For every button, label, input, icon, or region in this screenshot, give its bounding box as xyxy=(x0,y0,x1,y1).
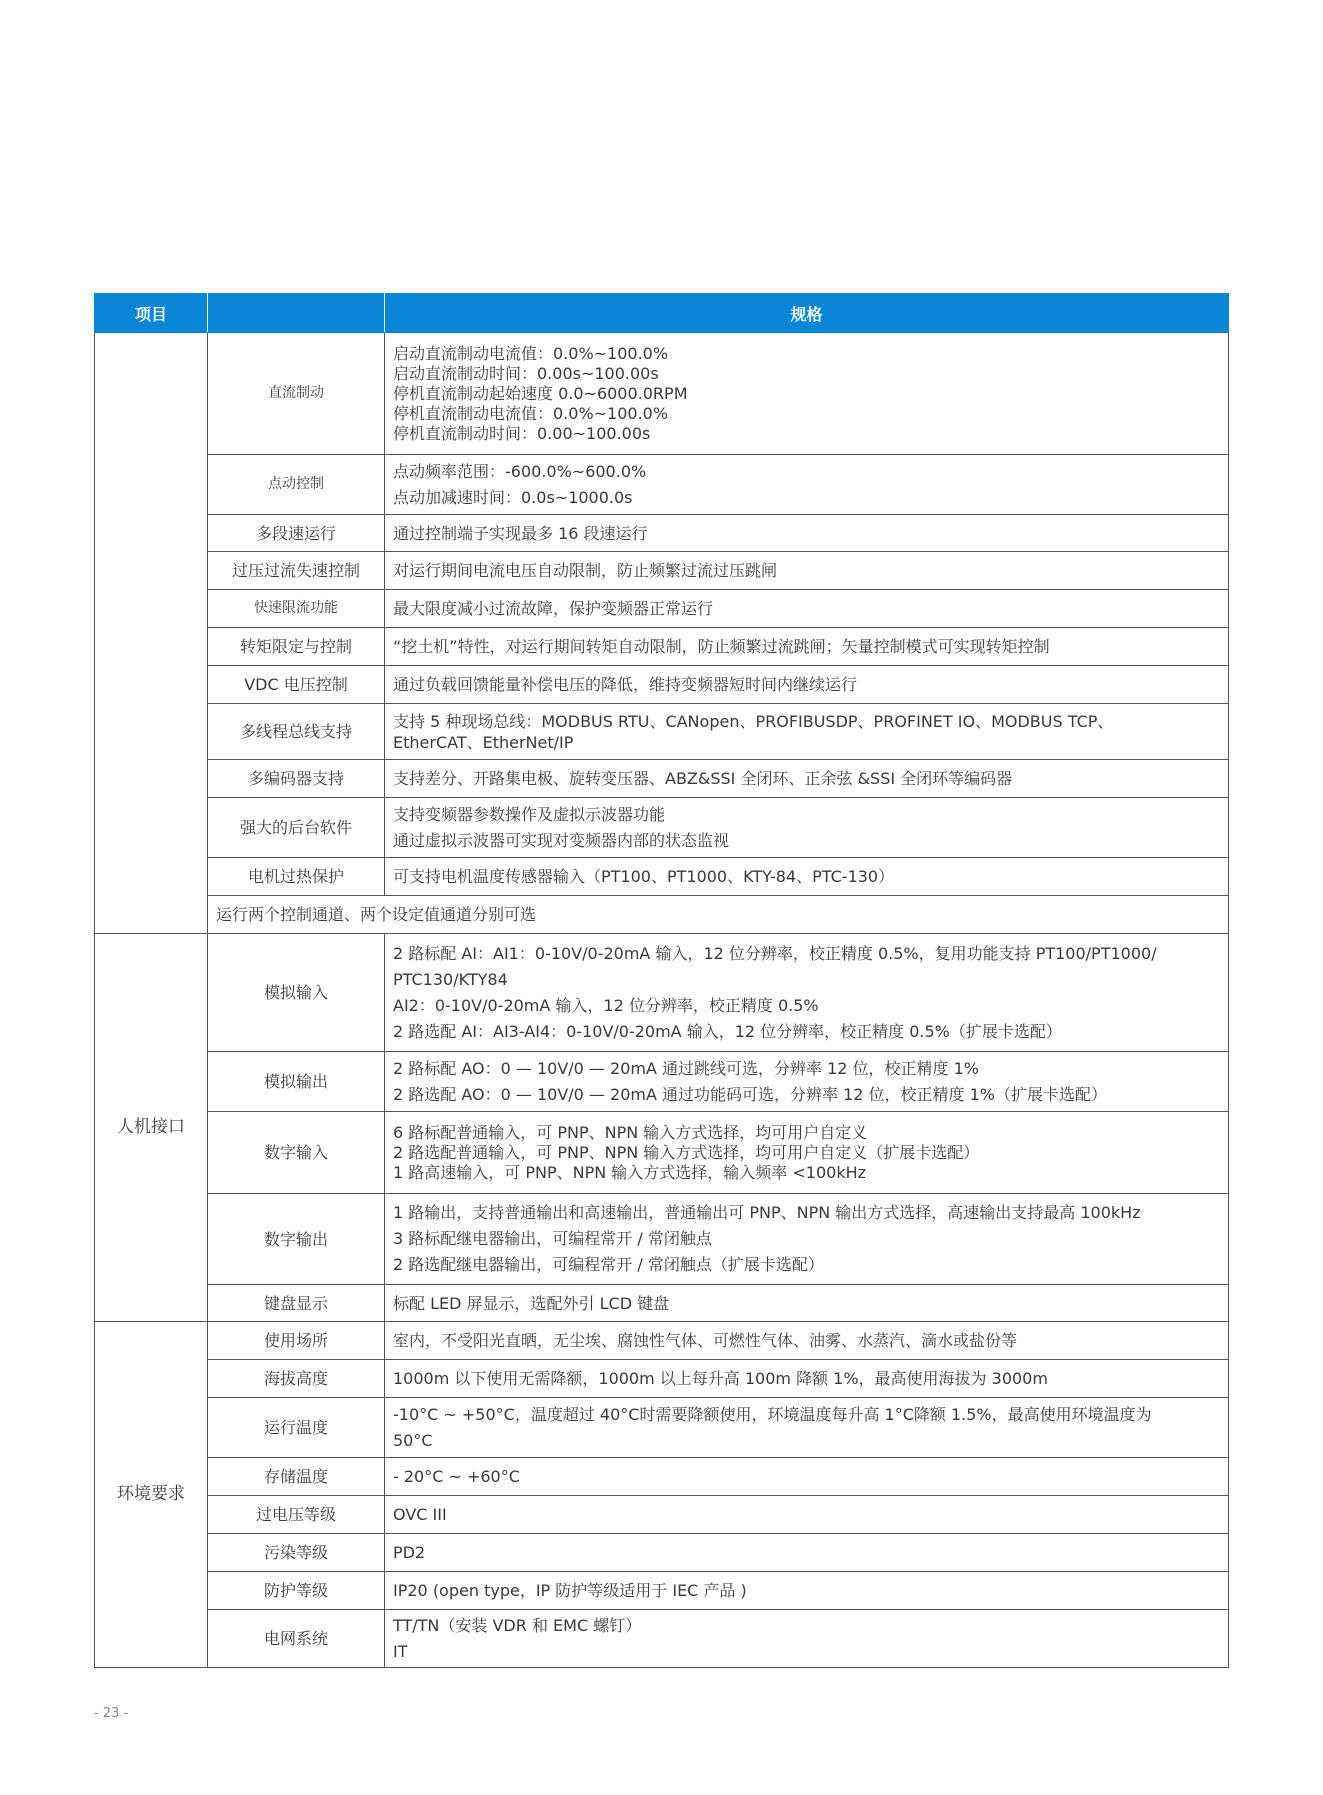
spec-line: 6 路标配普通输入，可 PNP、NPN 输入方式选择，均可用户自定义 xyxy=(393,1122,868,1142)
spec-cell xyxy=(385,1610,1229,1668)
item-cell: 点动控制 xyxy=(208,455,385,515)
spec-cell xyxy=(385,1052,1229,1112)
spec-line: 2 路选配普通输入，可 PNP、NPN 输入方式选择，均可用户自定义（扩展卡选配） xyxy=(393,1142,980,1162)
table-row xyxy=(95,1572,1229,1610)
page-number: - 23 - xyxy=(94,1706,129,1721)
item-cell: 污染等级 xyxy=(208,1534,385,1572)
table-row xyxy=(95,1458,1229,1496)
table-row xyxy=(95,1496,1229,1534)
table-row xyxy=(95,1194,1229,1285)
spec-cell xyxy=(385,760,1229,798)
item-cell: 电机过热保护 xyxy=(208,858,385,896)
table-row xyxy=(95,858,1229,896)
spec-line: 启动直流制动电流值：0.0%~100.0% xyxy=(393,343,669,363)
item-cell: 防护等级 xyxy=(208,1572,385,1610)
spec-cell xyxy=(385,455,1229,515)
item-cell: 运行温度 xyxy=(208,1398,385,1458)
category-cell xyxy=(95,333,208,934)
spec-line: 可支持电机温度传感器输入（PT100、PT1000、KTY-84、PTC-130） xyxy=(393,867,895,886)
spec-line: 停机直流制动起始速度 0.0~6000.0RPM xyxy=(393,383,688,403)
spec-line: 1000m 以下使用无需降额，1000m 以上每升高 100m 降额 1%，最高使用海拔为 3000m xyxy=(393,1369,1048,1388)
spec-cell xyxy=(385,704,1229,760)
spec-table xyxy=(94,293,1229,1668)
table-row xyxy=(95,515,1229,552)
table-header-row xyxy=(95,294,1229,333)
table-row xyxy=(95,704,1229,760)
spec-cell xyxy=(385,1534,1229,1572)
item-cell: 键盘显示 xyxy=(208,1285,385,1322)
spec-line: 停机直流制动电流值：0.0%~100.0% xyxy=(393,403,669,423)
spec-line: 通过控制端子实现最多 16 段速运行 xyxy=(393,523,648,543)
table-row xyxy=(95,1610,1229,1668)
table-row xyxy=(95,896,1229,934)
item-cell: 多段速运行 xyxy=(208,515,385,552)
item-cell: 过压过流失速控制 xyxy=(208,552,385,590)
spec-cell xyxy=(385,666,1229,704)
spec-cell xyxy=(385,1360,1229,1398)
table-row xyxy=(95,1285,1229,1322)
spec-line: AI2：0-10V/0-20mA 输入，12 位分辨率，校正精度 0.5% xyxy=(393,995,819,1015)
header-spec: 规格 xyxy=(385,294,1229,333)
spec-line: 对运行期间电流电压自动限制，防止频繁过流过压跳闸 xyxy=(393,561,778,580)
spec-line: EtherCAT、EtherNet/IP xyxy=(393,732,574,752)
spec-line: 启动直流制动时间：0.00s~100.00s xyxy=(393,363,659,383)
spec-cell xyxy=(385,1572,1229,1610)
item-cell: 电网系统 xyxy=(208,1610,385,1668)
table-row xyxy=(95,798,1229,858)
category-cell: 人机接口 xyxy=(95,934,208,1322)
table-row xyxy=(95,1398,1229,1458)
spec-line: 2 路标配 AI：AI1：0-10V/0-20mA 输入，12 位分辨率，校正精度 0.5%，复用功能支持 PT100/PT1000/ xyxy=(393,943,1157,963)
item-cell: 多编码器支持 xyxy=(208,760,385,798)
spec-line: PD2 xyxy=(393,1543,426,1562)
spec-line: -10°C ~ +50°C，温度超过 40°C时需要降额使用，环境温度每升高 1°C降额 1.5%，最高使用环境温度为 xyxy=(393,1404,1152,1424)
spec-line: 点动加减速时间：0.0s~1000.0s xyxy=(393,487,633,507)
spec-cell xyxy=(385,1112,1229,1194)
header-item: 项目 xyxy=(95,294,208,333)
spec-cell xyxy=(385,1285,1229,1322)
spec-cell xyxy=(385,934,1229,1052)
spec-cell xyxy=(385,798,1229,858)
table-row xyxy=(95,552,1229,590)
item-cell: VDC 电压控制 xyxy=(208,666,385,704)
spec-line: 2 路选配 AI：AI3-AI4：0-10V/0-20mA 输入，12 位分辨率，校正精度 0.5%（扩展卡选配） xyxy=(393,1021,1062,1041)
spec-cell xyxy=(385,858,1229,896)
spec-cell xyxy=(385,590,1229,628)
spec-line: 50°C xyxy=(393,1430,433,1450)
spec-line: “挖土机”特性，对运行期间转矩自动限制，防止频繁过流跳闸；矢量控制模式可实现转矩控制 xyxy=(393,637,1050,656)
spec-cell xyxy=(385,333,1229,455)
spec-line: 最大限度减小过流故障，保护变频器正常运行 xyxy=(393,599,714,618)
header-blank xyxy=(208,294,385,333)
spec-line: 支持差分、开路集电极、旋转变压器、ABZ&SSI 全闭环、正余弦 &SSI 全闭环等编码器 xyxy=(393,769,1013,788)
spec-line: 点动频率范围：-600.0%~600.0% xyxy=(393,461,647,481)
item-cell: 强大的后台软件 xyxy=(208,798,385,858)
item-cell: 使用场所 xyxy=(208,1322,385,1360)
spec-cell xyxy=(385,1458,1229,1496)
item-cell: 数字输出 xyxy=(208,1194,385,1285)
spec-line: 标配 LED 屏显示，选配外引 LCD 键盘 xyxy=(393,1293,670,1313)
spec-line: 1 路输出，支持普通输出和高速输出，普通输出可 PNP、NPN 输出方式选择，高速输出支持最高 100kHz xyxy=(393,1203,1141,1222)
spec-cell xyxy=(385,552,1229,590)
item-cell: 模拟输入 xyxy=(208,934,385,1052)
spec-line: 停机直流制动时间：0.00~100.00s xyxy=(393,423,651,443)
spec-line: 室内，不受阳光直晒，无尘埃、腐蚀性气体、可燃性气体、油雾、水蒸汽、滴水或盐份等 xyxy=(393,1331,1018,1350)
table-row xyxy=(95,934,1229,1052)
table-row xyxy=(95,455,1229,515)
table-row xyxy=(95,1112,1229,1194)
spec-cell xyxy=(385,628,1229,666)
item-cell: 海拔高度 xyxy=(208,1360,385,1398)
category-cell: 环境要求 xyxy=(95,1322,208,1668)
item-cell: 快速限流功能 xyxy=(208,590,385,628)
spec-line: IP20 (open type，IP 防护等级适用于 IEC 产品 ) xyxy=(393,1581,747,1600)
spec-cell xyxy=(385,1398,1229,1458)
item-cell: 过电压等级 xyxy=(208,1496,385,1534)
spec-line: PTC130/KTY84 xyxy=(393,969,508,989)
table-row xyxy=(95,666,1229,704)
spec-line: 通过负载回馈能量补偿电压的降低，维持变频器短时间内继续运行 xyxy=(393,675,858,694)
item-cell: 多线程总线支持 xyxy=(208,704,385,760)
item-cell: 直流制动 xyxy=(208,333,385,455)
full-row-cell: 运行两个控制通道、两个设定值通道分别可选 xyxy=(208,896,1229,934)
item-cell: 转矩限定与控制 xyxy=(208,628,385,666)
spec-line: - 20°C ~ +60°C xyxy=(393,1467,520,1486)
table-row xyxy=(95,1322,1229,1360)
spec-line: 1 路高速输入，可 PNP、NPN 输入方式选择，输入频率 <100kHz xyxy=(393,1162,867,1182)
spec-line: 3 路标配继电器输出，可编程常开 / 常闭触点 xyxy=(393,1229,712,1248)
spec-line: 支持 5 种现场总线：MODBUS RTU、CANopen、PROFIBUSDP、PROFINET IO、MODBUS TCP、 xyxy=(393,711,1114,731)
spec-line: 通过虚拟示波器可实现对变频器内部的状态监视 xyxy=(393,830,730,850)
spec-line: 2 路标配 AO：0 — 10V/0 — 20mA 通过跳线可选，分辨率 12 位，校正精度 1% xyxy=(393,1058,979,1078)
item-cell: 模拟输出 xyxy=(208,1052,385,1112)
table-row xyxy=(95,628,1229,666)
spec-cell xyxy=(385,1496,1229,1534)
table-row xyxy=(95,333,1229,455)
table-row xyxy=(95,590,1229,628)
item-cell: 存储温度 xyxy=(208,1458,385,1496)
table-row xyxy=(95,760,1229,798)
spec-line: 2 路选配 AO：0 — 10V/0 — 20mA 通过功能码可选，分辨率 12 位，校正精度 1%（扩展卡选配） xyxy=(393,1084,1107,1104)
table-row xyxy=(95,1360,1229,1398)
spec-line: IT xyxy=(393,1641,408,1661)
spec-cell xyxy=(385,515,1229,552)
table-row xyxy=(95,1052,1229,1112)
spec-cell xyxy=(385,1194,1229,1285)
table-row xyxy=(95,1534,1229,1572)
spec-line: 支持变频器参数操作及虚拟示波器功能 xyxy=(393,804,666,824)
spec-line: 2 路选配继电器输出，可编程常开 / 常闭触点（扩展卡选配） xyxy=(393,1255,824,1274)
spec-line: TT/TN（安装 VDR 和 EMC 螺钉） xyxy=(393,1615,642,1635)
item-cell: 数字输入 xyxy=(208,1112,385,1194)
spec-line: OVC III xyxy=(393,1505,447,1524)
spec-cell xyxy=(385,1322,1229,1360)
